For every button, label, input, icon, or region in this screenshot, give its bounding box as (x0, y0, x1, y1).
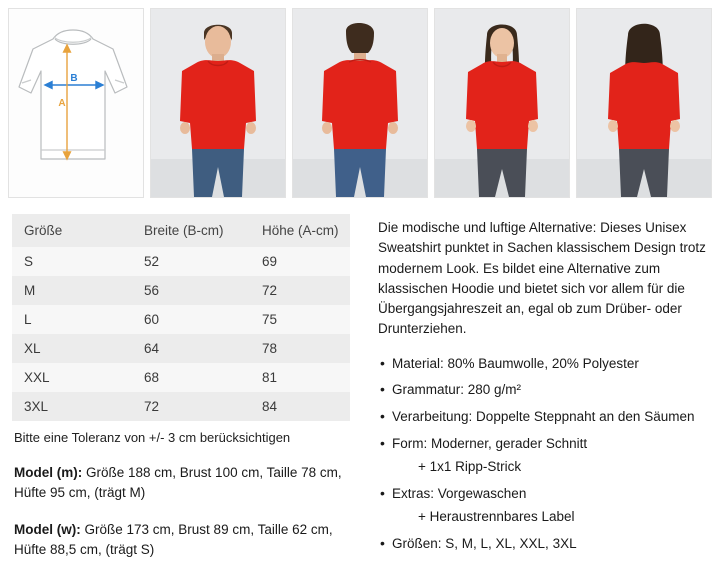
model-female-info (14, 520, 366, 559)
measure-label-a: A (58, 98, 66, 109)
description-column (366, 214, 710, 561)
photo-male-back (293, 9, 427, 197)
feature-material: • Material: 80% Baumwolle, 20% Polyester (378, 354, 710, 375)
column-header-height: Höhe (A-cm) (250, 214, 350, 247)
table-row (12, 305, 350, 334)
feature-shape-detail: + 1x1 Ripp-Strick (418, 459, 522, 475)
cell-height: 75 (262, 312, 278, 327)
cell-height: 69 (262, 254, 278, 269)
photo-female-front (435, 9, 569, 197)
table-row (12, 363, 350, 392)
cell-size: XL (24, 341, 41, 356)
cell-width: 60 (144, 312, 160, 327)
feature-processing: • Verarbeitung: Doppelte Steppnaht an den Säumen (378, 407, 710, 428)
feature-extras: • Extras: Vorgewaschen (378, 484, 710, 505)
model-female-measurements: Größe 173 cm, Brust 89 cm, Taille 62 cm, Hüfte 88,5 cm, (trägt S) (14, 522, 333, 557)
feature-weight: • Grammatur: 280 g/m² (378, 380, 710, 401)
size-table (12, 214, 350, 421)
product-description: Die modische und luftige Alternative: Dieses Unisex Sweatshirt punktet in Sachen klassischem Design trotz modernem Look. Es bildet eine Alternative zum klassischen Hoodie und bietet sich vor allem für die Übergangsjahreszeit an, egal ob zum Drüber- oder Drunterziehen. (378, 220, 706, 337)
gallery-item-size-diagram[interactable] (8, 8, 144, 198)
cell-size: 3XL (24, 399, 49, 414)
model-male-info (14, 463, 366, 502)
measure-label-b: B (70, 73, 78, 84)
cell-height: 84 (262, 399, 278, 414)
gallery-item-model-female-back[interactable] (576, 8, 712, 198)
gallery-item-model-female-front[interactable] (434, 8, 570, 198)
model-female-label: Model (w): (14, 522, 81, 538)
table-row (12, 247, 350, 276)
size-info-column (10, 214, 366, 561)
table-row (12, 334, 350, 363)
cell-width: 64 (144, 341, 160, 356)
size-table-header (12, 214, 350, 247)
size-table-body (12, 247, 350, 421)
feature-shape: • Form: Moderner, gerader Schnitt (378, 434, 710, 455)
feature-extras-detail: + Heraustrennbares Label (418, 509, 575, 525)
cell-width: 72 (144, 399, 160, 414)
model-male-measurements: Größe 188 cm, Brust 100 cm, Taille 78 cm, Hüfte 95 cm, (trägt M) (14, 465, 342, 500)
column-header-width: Breite (B-cm) (132, 214, 250, 247)
cell-width: 52 (144, 254, 160, 269)
model-male-label: Model (m): (14, 465, 83, 480)
tolerance-note: Bitte eine Toleranz von +/- 3 cm berücksichtigen (14, 430, 291, 445)
table-row (12, 392, 350, 421)
cell-height: 81 (262, 370, 278, 385)
column-header-size: Größe (12, 214, 132, 247)
product-info-section (0, 204, 720, 561)
cell-height: 78 (262, 341, 278, 356)
cell-width: 56 (144, 283, 160, 298)
cell-width: 68 (144, 370, 160, 385)
cell-size: L (24, 312, 32, 327)
photo-male-front (151, 9, 285, 197)
cell-size: S (24, 254, 34, 269)
product-features-list (378, 354, 710, 555)
table-header-row (12, 214, 350, 247)
sweatshirt-measurement-drawing (9, 9, 139, 197)
feature-sizes: • Größen: S, M, L, XL, XXL, 3XL (378, 534, 710, 555)
product-image-gallery (0, 0, 720, 204)
table-row (12, 276, 350, 305)
gallery-item-model-male-back[interactable] (292, 8, 428, 198)
cell-height: 72 (262, 283, 278, 298)
cell-size: XXL (24, 370, 50, 385)
gallery-item-model-male-front[interactable] (150, 8, 286, 198)
cell-size: M (24, 283, 36, 298)
photo-female-back (577, 9, 711, 197)
